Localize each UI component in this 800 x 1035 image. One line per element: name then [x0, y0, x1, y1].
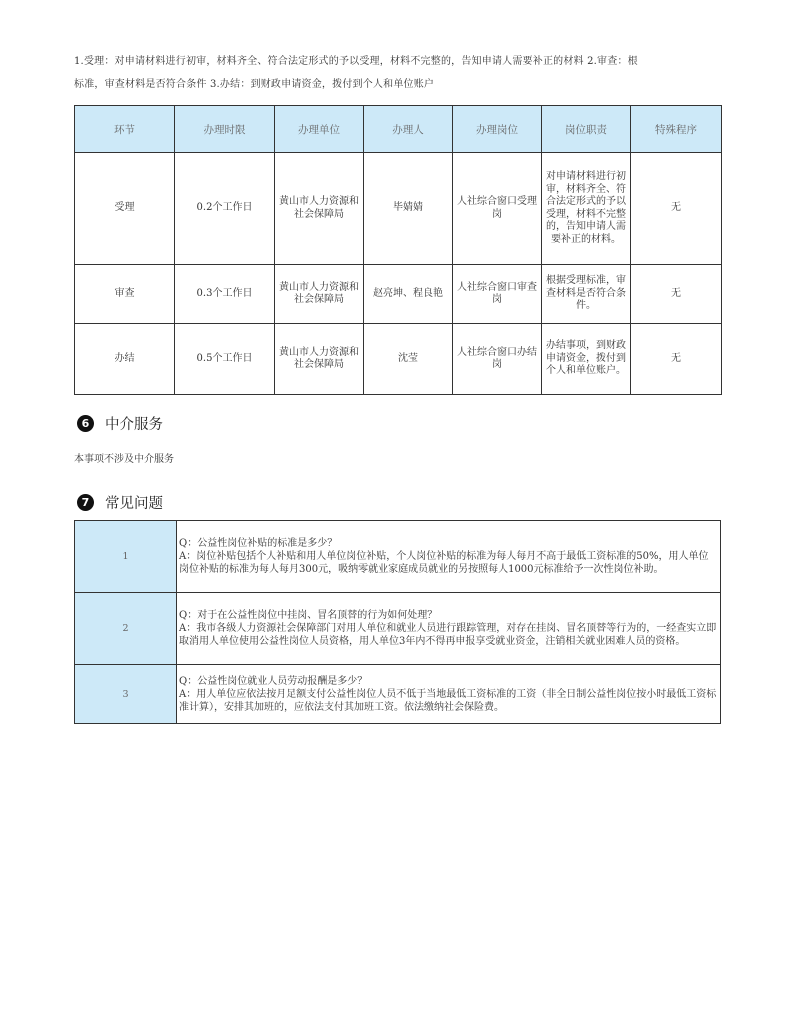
header-person: 办理人 — [364, 106, 453, 153]
section-number-badge: 6 — [77, 415, 94, 432]
cell-duty: 根据受理标准，审查材料是否符合条件。 — [542, 265, 631, 324]
cell-person: 赵亮坤、程良艳 — [364, 265, 453, 324]
faq-index: 3 — [75, 665, 177, 724]
cell-unit: 黄山市人力资源和社会保障局 — [275, 265, 364, 324]
cell-special: 无 — [631, 265, 722, 324]
cell-time: 0.3个工作日 — [175, 265, 275, 324]
faq-answer: A：我市各级人力资源社会保障部门对用人单位和就业人员进行跟踪管理，对存在挂岗、冒名顶替等行为的，一经查实立即取消用人单位使用公益性岗位人员资格，用人单位3年内不得再申报享受就业资金，注销相关就业困难人员的资格。 — [179, 623, 717, 647]
section-7-heading — [77, 492, 163, 513]
faq-answer: A：岗位补贴包括个人补贴和用人单位岗位补贴，个人岗位补贴的标准为每人每月不高于最低工资标准的50%，用人单位岗位补贴的标准为每人每月300元，吸纳零就业家庭成员就业的另按照每人1000元标准给予一次性岗位补助。 — [179, 551, 709, 575]
table-row — [75, 265, 722, 324]
faq-question: Q：公益性岗位补贴的标准是多少？ — [179, 538, 338, 549]
faq-table — [74, 520, 721, 724]
cell-stage: 办结 — [75, 324, 175, 395]
cell-duty: 对申请材料进行初审，材料齐全、符合法定形式的予以受理，材料不完整的，告知申请人需要补正的材料。 — [542, 153, 631, 265]
faq-index: 2 — [75, 593, 177, 665]
faq-content — [177, 521, 721, 593]
faq-question: Q：对于在公益性岗位中挂岗、冒名顶替的行为如何处理？ — [179, 610, 438, 621]
intro-text — [74, 50, 734, 96]
cell-stage: 受理 — [75, 153, 175, 265]
cell-post: 人社综合窗口办结岗 — [453, 324, 542, 395]
cell-unit: 黄山市人力资源和社会保障局 — [275, 324, 364, 395]
faq-row — [75, 521, 721, 593]
cell-time: 0.2个工作日 — [175, 153, 275, 265]
cell-unit: 黄山市人力资源和社会保障局 — [275, 153, 364, 265]
intro-line-1: 1.受理：对申请材料进行初审，材料齐全、符合法定形式的予以受理，材料不完整的，告知申请人需要补正的材料 2.审查：根 — [74, 56, 638, 67]
section-title: 中介服务 — [105, 417, 163, 433]
faq-answer: A：用人单位应依法按月足额支付公益性岗位人员不低于当地最低工资标准的工资（非全日制公益性岗位按小时最低工资标准计算），安排其加班的，应依法支付其加班工资。依法缴纳社会保险费。 — [179, 688, 717, 713]
faq-row — [75, 665, 721, 724]
faq-question: Q：公益性岗位就业人员劳动报酬是多少？ — [179, 675, 368, 687]
cell-post: 人社综合窗口审查岗 — [453, 265, 542, 324]
faq-row — [75, 593, 721, 665]
header-unit: 办理单位 — [275, 106, 364, 153]
header-duty: 岗位职责 — [542, 106, 631, 153]
intro-line-2: 标准，审查材料是否符合条件 3.办结：到财政申请资金，拨付到个人和单位账户 — [74, 79, 435, 90]
header-time: 办理时限 — [175, 106, 275, 153]
header-special: 特殊程序 — [631, 106, 722, 153]
faq-index: 1 — [75, 521, 177, 593]
header-stage: 环节 — [75, 106, 175, 153]
process-table — [74, 105, 722, 395]
cell-special: 无 — [631, 153, 722, 265]
table-row — [75, 153, 722, 265]
header-post: 办理岗位 — [453, 106, 542, 153]
section-title: 常见问题 — [105, 496, 163, 512]
table-row — [75, 324, 722, 395]
section-6-heading — [77, 413, 163, 434]
process-table-header — [75, 106, 722, 153]
cell-person: 毕婧婧 — [364, 153, 453, 265]
cell-stage: 审查 — [75, 265, 175, 324]
intermediary-note: 本事项不涉及中介服务 — [74, 454, 174, 465]
faq-content — [177, 665, 721, 724]
faq-content — [177, 593, 721, 665]
cell-special: 无 — [631, 324, 722, 395]
cell-person: 沈莹 — [364, 324, 453, 395]
cell-time: 0.5个工作日 — [175, 324, 275, 395]
section-number-badge: 7 — [77, 494, 94, 511]
cell-duty: 办结事项，到财政申请资金，拨付到个人和单位账户。 — [542, 324, 631, 395]
cell-post: 人社综合窗口受理岗 — [453, 153, 542, 265]
